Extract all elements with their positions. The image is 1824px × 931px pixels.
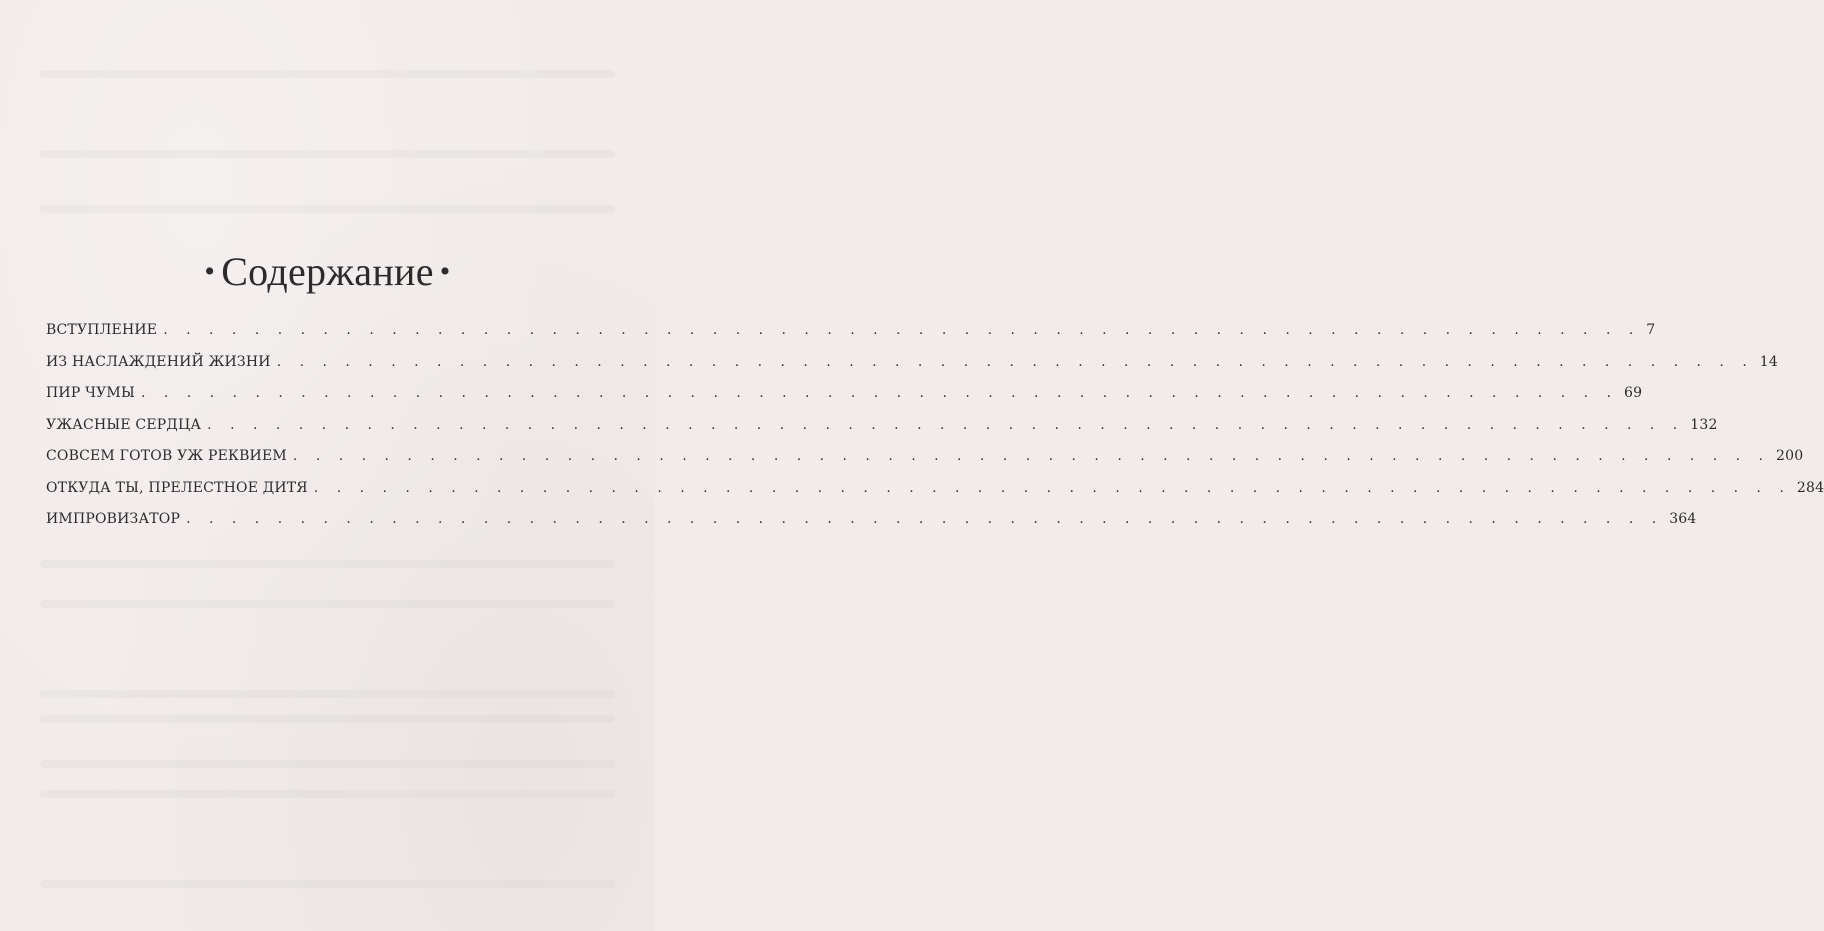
toc-dot-leader: . . . . . . . . . . . . . . . . . . . . . . . . . . . . . . . . . . . . . . . . . . . . . . . . . . . . . . . . . . . . . . . . . [313,479,1791,496]
toc-entry[interactable] [46,353,1778,386]
toc-dot-leader: . . . . . . . . . . . . . . . . . . . . . . . . . . . . . . . . . . . . . . . . . . . . . . . . . . . . . . . . . . . . . . . . . [140,385,1619,401]
toc-entry-page: 284 [1796,479,1824,496]
bleed-through-mark [40,70,615,78]
toc-entry[interactable] [46,416,1718,449]
bleed-through-mark [40,560,615,568]
toc-entry[interactable] [46,448,1804,480]
toc-entry-page: 14 [1759,353,1778,370]
table-of-contents [46,322,1824,543]
toc-entry-page: 132 [1690,416,1718,433]
bleed-through-mark [40,150,615,158]
toc-entry[interactable] [46,385,1643,417]
toc-entry-page: 69 [1624,385,1643,401]
bleed-through-mark [40,205,615,213]
toc-entry-page: 7 [1646,322,1656,338]
toc-entry-title: ВСТУПЛЕНИЕ [46,322,158,338]
toc-entry[interactable] [46,511,1697,543]
bleed-through-mark [40,760,615,768]
bleed-through-mark [40,715,615,723]
toc-entry-title: ПИР ЧУМЫ [46,385,135,401]
bleed-through-mark [40,690,615,698]
toc-entry-page: 200 [1776,448,1804,464]
title-bullet-right: • [439,255,451,288]
toc-dot-leader: . . . . . . . . . . . . . . . . . . . . . . . . . . . . . . . . . . . . . . . . . . . . . . . . . . . . . . . . . . . . . . . . . [163,322,1641,338]
toc-entry[interactable] [46,479,1824,512]
page-title [0,246,655,298]
toc-dot-leader: . . . . . . . . . . . . . . . . . . . . . . . . . . . . . . . . . . . . . . . . . . . . . . . . . . . . . . . . . . . . . . . . . [292,448,1770,464]
toc-entry-title: УЖАСНЫЕ СЕРДЦА [46,416,202,433]
toc-entry-title: ОТКУДА ТЫ, ПРЕЛЕСТНОЕ ДИТЯ [46,479,308,496]
toc-entry-title: ИЗ НАСЛАЖДЕНИЙ ЖИЗНИ [46,353,271,370]
title-bullet-left: • [204,255,216,288]
toc-entry-page: 364 [1669,511,1697,527]
toc-entry-title: ИМПРОВИЗАТОР [46,511,181,527]
toc-dot-leader: . . . . . . . . . . . . . . . . . . . . . . . . . . . . . . . . . . . . . . . . . . . . . . . . . . . . . . . . . . . . . . . . . [207,416,1685,433]
toc-entry-title: СОВСЕМ ГОТОВ УЖ РЕКВИЕМ [46,448,287,464]
bleed-through-mark [40,880,615,888]
toc-dot-leader: . . . . . . . . . . . . . . . . . . . . . . . . . . . . . . . . . . . . . . . . . . . . . . . . . . . . . . . . . . . . . . . . . [276,353,1754,370]
title-text: Содержание [221,249,434,294]
bleed-through-mark [40,600,615,608]
bleed-through-mark [40,790,615,798]
toc-dot-leader: . . . . . . . . . . . . . . . . . . . . . . . . . . . . . . . . . . . . . . . . . . . . . . . . . . . . . . . . . . . . . . . . . [186,511,1664,527]
toc-entry[interactable] [46,322,1656,354]
